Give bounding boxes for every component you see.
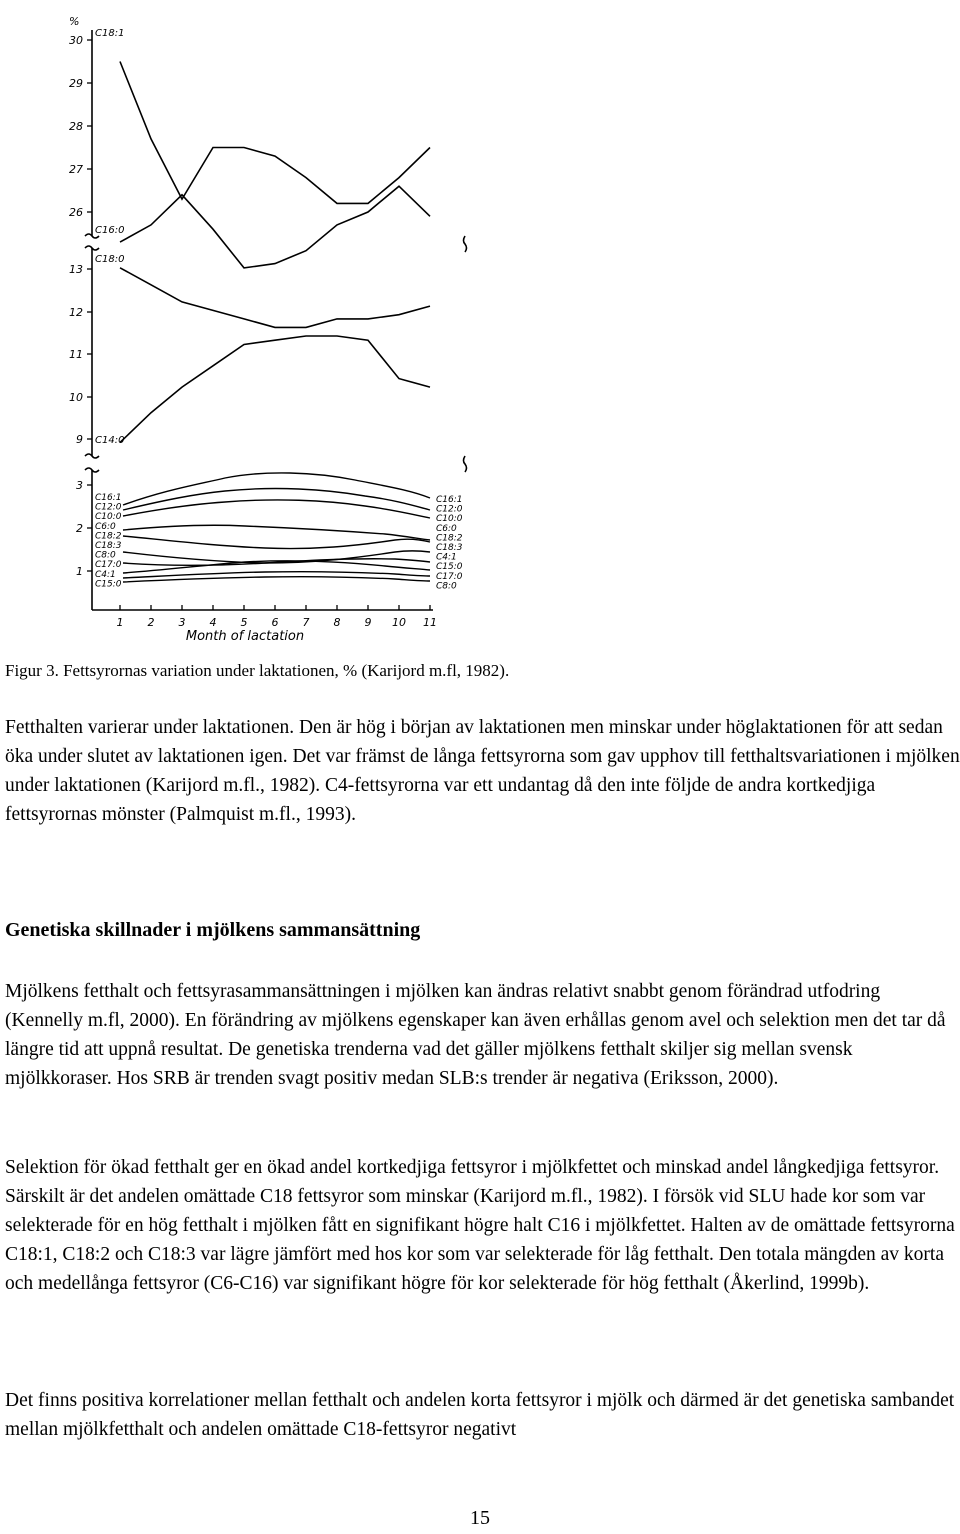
x-axis-label: Month of lactation: [185, 629, 305, 644]
legend-entry: C18:3: [436, 543, 463, 553]
legend-entry: C4:1: [95, 569, 116, 580]
legend-entry: C15:0: [436, 562, 463, 573]
series-label-c14-0: C14:0: [95, 435, 125, 446]
y-tick-label: 12: [69, 306, 83, 319]
y-tick-label: 1: [76, 565, 83, 578]
x-tick-label: 9: [364, 616, 372, 629]
legend-entry: C4:1: [436, 552, 457, 563]
legend-entry: C18:2: [436, 533, 463, 544]
curve-c15-0: [123, 577, 430, 582]
legend-entry: C15:0: [95, 579, 122, 590]
series-line-c16-0: [120, 186, 430, 268]
legend-entry: C16:1: [95, 493, 122, 503]
x-tick-label: 11: [423, 616, 437, 629]
y-tick-label: 11: [69, 348, 83, 361]
series-label-c16-0: C16:0: [95, 225, 125, 236]
legend-entry: C16:1: [436, 495, 463, 505]
x-tick-label: 6: [271, 616, 279, 629]
curve-c6-0: [123, 525, 430, 540]
x-tick-label: 7: [302, 616, 310, 629]
y-tick-label: 29: [69, 77, 83, 90]
y-tick-label: 9: [76, 433, 83, 446]
minor-fatty-acid-curves: [123, 473, 430, 582]
legend-entry: C12:0: [436, 504, 463, 515]
paragraph-correlations: Det finns positiva korrelationer mellan fetthalt och andelen korta fettsyror i mjölk och därmed är det genetiska sambandet mellan mjölkfetthalt och andelen omättade C18-fettsyror negativt: [5, 1390, 955, 1440]
axis-break-marker: [464, 236, 467, 252]
y-tick-label: 10: [69, 391, 83, 404]
curve-c4-1: [123, 559, 430, 566]
y-tick-label: 28: [69, 120, 83, 133]
y-tick-label: 3: [76, 479, 83, 492]
paragraph-genetic-differences: Mjölkens fetthalt och fettsyrasammansättningen i mjölken kan ändras relativt snabbt genom förändrad utfodring (Kennelly m.fl, 2000). En förändring av mjölkens egenskaper kan även erhållas genom avel och selektion men det tar då längre tid att uppnå resultat. De genetiska trenderna vad det gäller mjölkens fetthalt skiljer sig mellan svensk mjölkkoraser. Hos SRB är trenden svagt positiv medan SLB:s trender är negativa (Eriksson, 2000).: [5, 981, 946, 1089]
legend-entry: C6:0: [95, 521, 116, 532]
y-tick-label: 13: [69, 263, 83, 276]
series-line-c18-0: [120, 268, 430, 328]
y-tick-label: 27: [69, 163, 83, 176]
x-tick-label: 4: [209, 616, 217, 629]
paragraph-lactation: Fetthalten varierar under laktationen. Den är hög i början av laktationen men minskar under höglaktationen för att sedan öka under slutet av laktationen igen. Det var främst de långa fettsyrorna som gav upphov till fetthaltsvariationen i mjölken under laktationen (Karijord m.fl., 1982). C4-fettsyrorna var ett undantag då den inte följde de andra kortkedjiga fettsyrornas mönster (Palmquist m.fl., 1993).: [5, 717, 960, 825]
legend-entry: C10:0: [436, 514, 463, 525]
legend-entry: C6:0: [436, 523, 457, 534]
section-heading: Genetiska skillnader i mjölkens sammansättning: [5, 919, 421, 941]
x-tick-label: 2: [147, 616, 155, 629]
fatty-acid-chart: [55, 0, 485, 650]
series-line-c18-1: [120, 62, 430, 204]
legend-entry: C18:2: [95, 531, 122, 542]
axis-break-marker: [464, 456, 467, 472]
page-number: 15: [470, 1507, 490, 1529]
series-label-c18-1: C18:1: [95, 28, 125, 39]
figure-caption: Figur 3. Fettsyrornas variation under laktationen, % (Karijord m.fl, 1982).: [5, 661, 510, 680]
curve-c10-0: [123, 500, 430, 518]
y-tick-label: 2: [76, 522, 83, 535]
curve-c18-2: [123, 536, 430, 549]
y-axis-unit: %: [69, 15, 80, 28]
x-tick-label: 8: [333, 616, 341, 629]
y-tick-label: 26: [69, 206, 83, 219]
legend-entry: C10:0: [95, 512, 122, 523]
x-tick-label: 5: [240, 616, 248, 629]
legend-entry: C18:3: [95, 541, 122, 551]
y-tick-label: 30: [69, 34, 83, 47]
legend-entry: C8:0: [95, 550, 116, 561]
legend-entry: C17:0: [436, 571, 463, 582]
lactation-fatty-acid-figure: [55, 0, 485, 650]
x-tick-label: 10: [392, 616, 406, 629]
paragraph-selection: Selektion för ökad fetthalt ger en ökad andel kortkedjiga fettsyror i mjölkfettet och minskad andel långkedjiga fettsyror. Särskilt är det andelen omättade C18 fettsyror som minskar (Karijord m.fl., 1982). I försök vid SLU hade kor som var selekterade för en hög fetthalt i mjölken fått en signifikant högre halt C16 i mjölkfettet. Halten av de omättade fettsyrorna C18:1, C18:2 och C18:3 var lägre jämfört med hos kor som var selekterade för låg fetthalt. Den totala mängden av korta och medellånga fettsyror (C6-C16) var signifikant högre för kor selekterade för hög fetthalt (Åkerlind, 1999b).: [5, 1157, 955, 1294]
series-label-c18-0: C18:0: [95, 254, 125, 265]
series-line-c14-0: [120, 336, 430, 443]
legend-entry: C8:0: [436, 581, 457, 592]
legend-entry: C12:0: [95, 502, 122, 513]
x-tick-label: 1: [116, 616, 124, 629]
legend-entry: C17:0: [95, 560, 122, 571]
x-tick-label: 3: [178, 616, 186, 629]
